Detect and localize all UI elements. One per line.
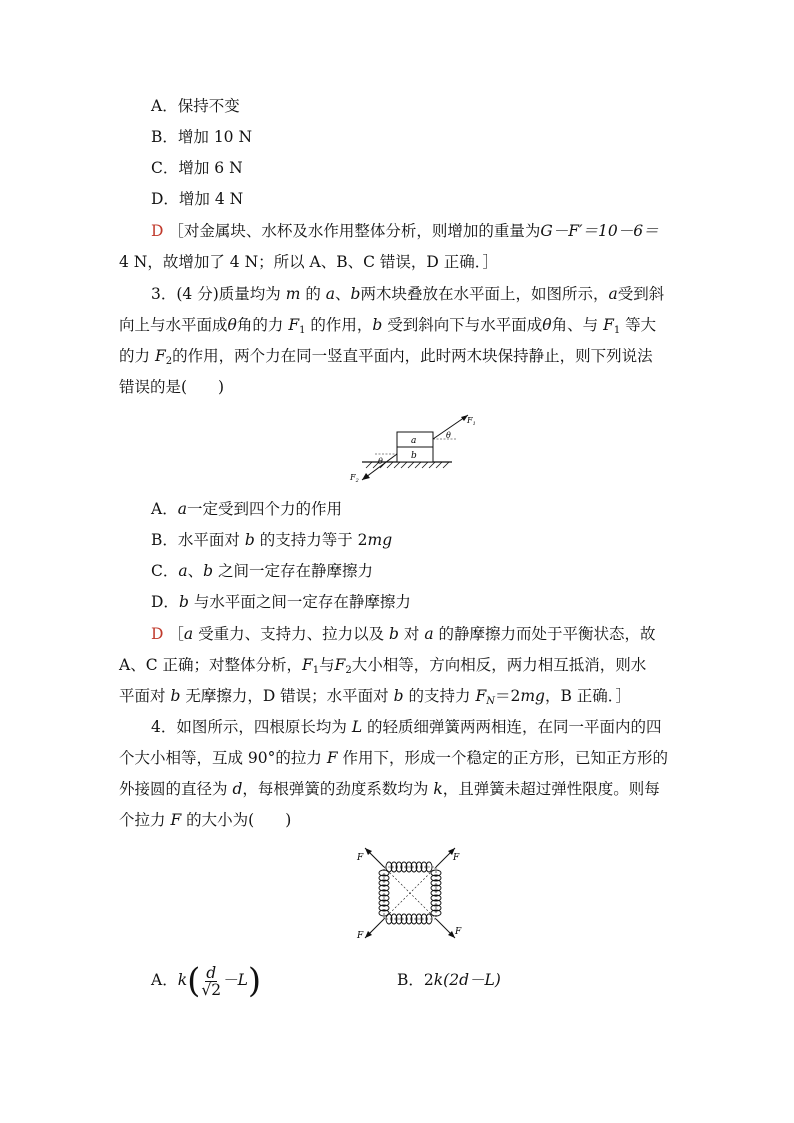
spring-square-figure (347, 842, 472, 947)
q3-stem-line1: 3．(4 分)质量均为 m 的 a、b两木块叠放在水平面上，如图所示，a受到斜 (151, 285, 665, 303)
q4-stem-line3: 外接圆的直径为 d，每根弹簧的劲度系数均为 k，且弹簧未超过弹性限度。则每 (119, 780, 660, 798)
q4-stem-line2: 个大小相等，互成 90°的拉力 F 作用下，形成一个稳定的正方形，已知正方形的 (119, 749, 669, 767)
q2-answer: D (151, 222, 164, 240)
q2-explanation-line1 (151, 221, 676, 241)
q2-option-d: D．增加 4 N (151, 190, 244, 208)
stacked-blocks-figure (340, 410, 480, 485)
q4-stem-line4: 个拉力 F 的大小为( ) (119, 811, 292, 829)
q3-stem-line3: 的力 $F_2$的作用，两个力在同一竖直平面内，此时两木块保持静止，则下列说法 (119, 347, 653, 367)
q2-option-a: A．保持不变 (151, 97, 240, 115)
q4-stem-line1: 4．如图所示，四根原长均为 L 的轻质细弹簧两两相连，在同一平面内的四 (151, 718, 662, 736)
block-a-label: a (411, 436, 417, 446)
q2-explanation-line2: 4 N，故增加了 4 N；所以 A、B、C 错误，D 正确．］ (119, 253, 499, 271)
q3-stem-line4: 错误的是( ) (119, 378, 225, 396)
q3-explanation-line2: A、C 正确；对整体分析，$F_1$与$F_2$大小相等，方向相反，两力相互抵消，则水 (119, 656, 647, 676)
f-label-tl: F (357, 853, 364, 863)
q3-option-a: A．a一定受到四个力的作用 (151, 500, 342, 518)
f-label-bl: F (357, 931, 364, 941)
q2-option-c: C．增加 6 N (151, 159, 243, 177)
q3-option-d: D．b 与水平面之间一定存在静摩擦力 (151, 593, 411, 611)
q4-option-a: A．k( $\frac{d}{√2}$ －L) (151, 961, 262, 1001)
f2-label: $F_2$ (350, 473, 359, 484)
q3-answer: D (151, 625, 164, 643)
f-label-tr: F (453, 853, 460, 863)
block-b-label: b (411, 451, 417, 461)
theta-label-bottom: θ (378, 457, 383, 466)
q4-option-b: B．2k(2d－L) (397, 971, 501, 989)
f-label-br: F (455, 927, 462, 937)
q3-explanation-line3: 平面对 b 无摩擦力，D 错误；水平面对 b 的支持力 $F_N=2mg$，B 正确．］ (119, 687, 632, 707)
f1-label: $F_1$ (467, 416, 476, 427)
q3-option-b: B．水平面对 b 的支持力等于 2mg (151, 531, 393, 549)
q2-option-b: B．增加 10 N (151, 128, 253, 146)
q3-stem-line2: 向上与水平面成θ角的力 $F_1$ 的作用，b 受到斜向下与水平面成θ角、与 $F_1$ 等大 (119, 316, 657, 336)
q2-exp-text: ［对金属块、水杯及水作用整体分析，则增加的重量为 (168, 222, 541, 240)
q3-explanation-line1: D ［a 受重力、支持力、拉力以及 b 对 a 的静摩擦力而处于平衡状态，故 (151, 625, 656, 643)
theta-label-top: θ (446, 431, 451, 440)
q3-option-c: C．a、b 之间一定存在静摩擦力 (151, 562, 374, 580)
q2-exp-formula: G－F′＝10－6＝ (540, 222, 659, 240)
